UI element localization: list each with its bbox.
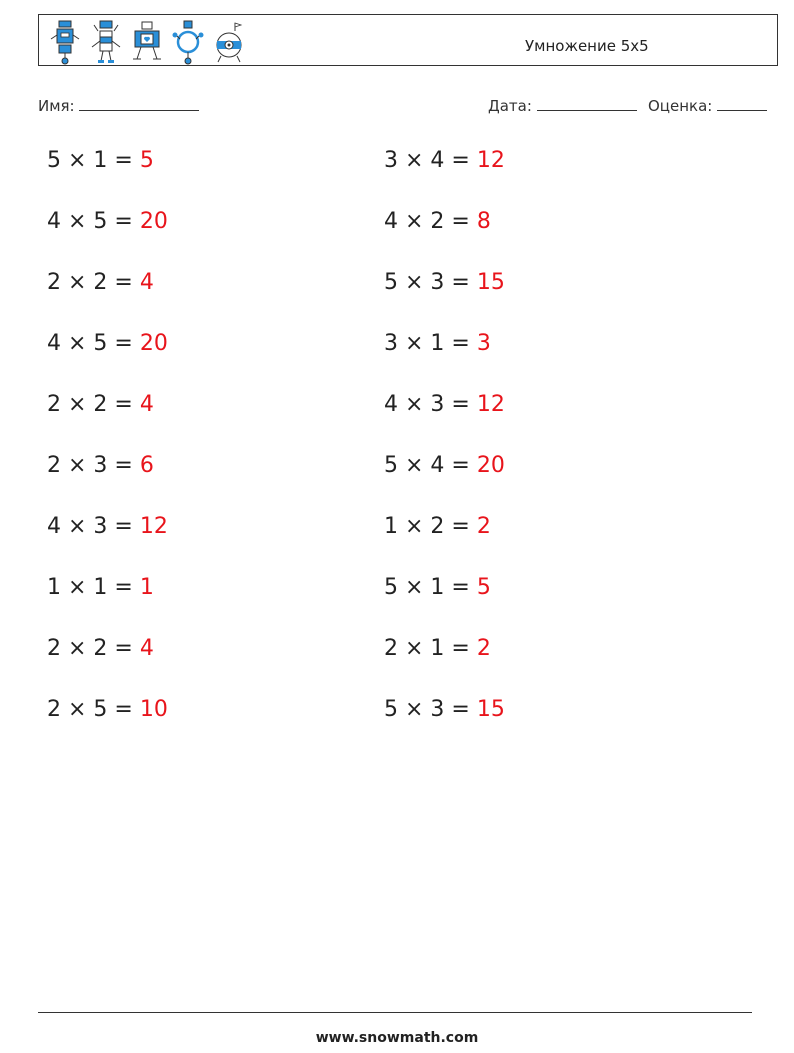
equals-sign: = — [444, 453, 477, 478]
factor-a: 2 — [47, 697, 61, 722]
answer: 12 — [476, 148, 505, 173]
equals-sign: = — [444, 270, 477, 295]
robot-5-icon — [211, 19, 247, 65]
factor-b: 3 — [430, 697, 445, 722]
equals-sign: = — [444, 636, 477, 661]
times-sign: × — [398, 453, 431, 478]
factor-a: 4 — [47, 331, 61, 356]
factor-b: 2 — [430, 209, 445, 234]
answer: 4 — [139, 270, 154, 295]
date-label: Дата: — [488, 97, 532, 115]
equals-sign: = — [444, 575, 477, 600]
answer: 1 — [139, 575, 154, 600]
answer: 20 — [476, 453, 505, 478]
factor-b: 5 — [93, 331, 108, 356]
factor-b: 3 — [93, 514, 108, 539]
equals-sign: = — [444, 148, 477, 173]
problem-item — [47, 697, 168, 722]
times-sign: × — [398, 392, 431, 417]
problem-item — [384, 453, 505, 478]
times-sign: × — [398, 331, 431, 356]
answer: 20 — [139, 331, 168, 356]
score-label: Оценка: — [648, 97, 713, 115]
factor-a: 4 — [47, 209, 61, 234]
times-sign: × — [61, 453, 94, 478]
answer: 5 — [139, 148, 154, 173]
times-sign: × — [398, 636, 431, 661]
answer: 10 — [139, 697, 168, 722]
factor-b: 2 — [93, 270, 108, 295]
answer: 12 — [139, 514, 168, 539]
times-sign: × — [398, 514, 431, 539]
factor-b: 2 — [93, 636, 108, 661]
times-sign: × — [398, 575, 431, 600]
equals-sign: = — [107, 514, 140, 539]
factor-b: 5 — [93, 209, 108, 234]
equals-sign: = — [107, 453, 140, 478]
date-blank[interactable] — [537, 96, 637, 111]
problem-item — [384, 209, 491, 234]
factor-a: 1 — [47, 575, 61, 600]
date-field — [488, 96, 637, 115]
factor-b: 2 — [430, 514, 445, 539]
answer: 4 — [139, 636, 154, 661]
footer-site: www.snowmath.com — [315, 1030, 479, 1046]
factor-a: 2 — [47, 453, 61, 478]
factor-b: 3 — [93, 453, 108, 478]
factor-a: 3 — [384, 331, 398, 356]
factor-a: 4 — [384, 392, 398, 417]
factor-b: 1 — [93, 575, 108, 600]
factor-a: 2 — [47, 270, 61, 295]
problem-item — [47, 636, 154, 661]
factor-b: 1 — [430, 636, 445, 661]
factor-a: 5 — [384, 575, 398, 600]
times-sign: × — [61, 148, 94, 173]
equals-sign: = — [444, 331, 477, 356]
problem-item — [47, 270, 154, 295]
equals-sign: = — [107, 636, 140, 661]
factor-b: 4 — [430, 148, 445, 173]
robot-2-icon — [88, 19, 124, 65]
equals-sign: = — [107, 697, 140, 722]
problem-item — [47, 453, 154, 478]
problem-item — [384, 392, 505, 417]
equals-sign: = — [107, 209, 140, 234]
factor-b: 1 — [430, 331, 445, 356]
answer: 2 — [476, 636, 491, 661]
problem-item — [384, 697, 505, 722]
equals-sign: = — [107, 148, 140, 173]
times-sign: × — [398, 270, 431, 295]
times-sign: × — [61, 270, 94, 295]
robot-icons — [47, 19, 247, 65]
factor-b: 5 — [93, 697, 108, 722]
equals-sign: = — [107, 331, 140, 356]
factor-a: 5 — [384, 270, 398, 295]
factor-b: 1 — [430, 575, 445, 600]
name-field — [38, 96, 199, 115]
times-sign: × — [398, 148, 431, 173]
robot-3-icon — [129, 19, 165, 65]
problem-item — [47, 392, 154, 417]
times-sign: × — [398, 697, 431, 722]
answer: 3 — [476, 331, 491, 356]
answer: 15 — [476, 270, 505, 295]
problem-item — [47, 514, 168, 539]
answer: 5 — [476, 575, 491, 600]
problem-item — [384, 331, 491, 356]
factor-a: 2 — [47, 636, 61, 661]
equals-sign: = — [444, 514, 477, 539]
times-sign: × — [61, 392, 94, 417]
score-blank[interactable] — [717, 96, 767, 111]
factor-a: 5 — [384, 697, 398, 722]
problem-item — [47, 575, 154, 600]
answer: 20 — [139, 209, 168, 234]
times-sign: × — [61, 209, 94, 234]
times-sign: × — [61, 514, 94, 539]
times-sign: × — [398, 209, 431, 234]
equals-sign: = — [107, 270, 140, 295]
equals-sign: = — [107, 392, 140, 417]
problem-item — [384, 514, 491, 539]
factor-a: 4 — [384, 209, 398, 234]
problem-item — [384, 636, 491, 661]
name-label: Имя: — [38, 97, 75, 115]
problem-item — [384, 270, 505, 295]
times-sign: × — [61, 697, 94, 722]
problem-item — [47, 331, 168, 356]
times-sign: × — [61, 331, 94, 356]
factor-b: 2 — [93, 392, 108, 417]
problem-item — [47, 209, 168, 234]
footer-divider — [38, 1012, 752, 1013]
answer: 15 — [476, 697, 505, 722]
factor-a: 1 — [384, 514, 398, 539]
equals-sign: = — [107, 575, 140, 600]
factor-b: 4 — [430, 453, 445, 478]
equals-sign: = — [444, 209, 477, 234]
factor-a: 4 — [47, 514, 61, 539]
answer: 6 — [139, 453, 154, 478]
answer: 2 — [476, 514, 491, 539]
name-blank[interactable] — [79, 96, 199, 111]
factor-a: 5 — [384, 453, 398, 478]
factor-b: 3 — [430, 270, 445, 295]
equals-sign: = — [444, 392, 477, 417]
worksheet-title: Умножение 5x5 — [525, 37, 649, 55]
times-sign: × — [61, 575, 94, 600]
equals-sign: = — [444, 697, 477, 722]
factor-a: 3 — [384, 148, 398, 173]
answer: 4 — [139, 392, 154, 417]
score-field — [648, 96, 767, 115]
problem-item — [47, 148, 154, 173]
times-sign: × — [61, 636, 94, 661]
robot-1-icon — [47, 19, 83, 65]
header-box — [38, 14, 778, 66]
robot-4-icon — [170, 19, 206, 65]
factor-a: 5 — [47, 148, 61, 173]
problem-item — [384, 148, 505, 173]
problem-item — [384, 575, 491, 600]
factor-a: 2 — [47, 392, 61, 417]
factor-b: 3 — [430, 392, 445, 417]
answer: 8 — [476, 209, 491, 234]
factor-a: 2 — [384, 636, 398, 661]
factor-b: 1 — [93, 148, 108, 173]
answer: 12 — [476, 392, 505, 417]
